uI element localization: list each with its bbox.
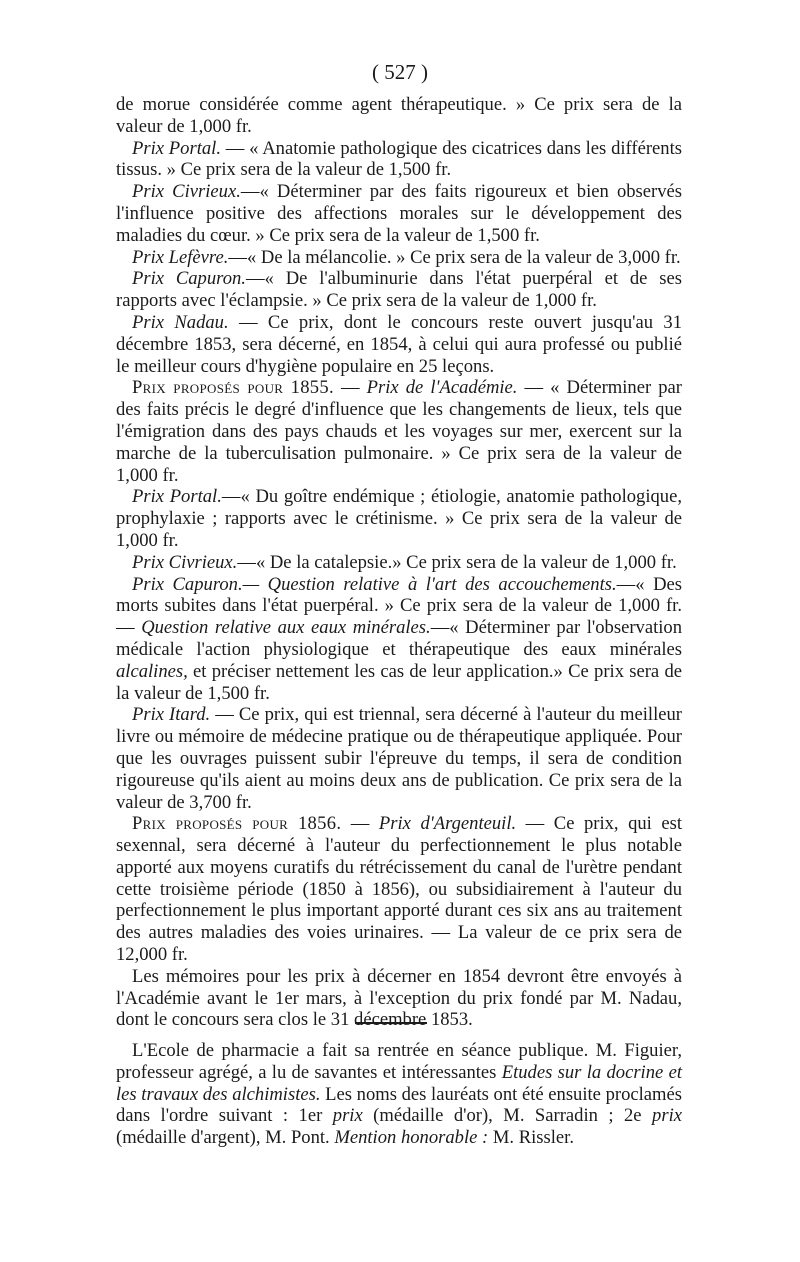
italic-text: Prix Nadau. — [132, 311, 229, 333]
italic-text: Prix Portal. — [132, 486, 222, 508]
page-number: ( 527 ) — [372, 60, 428, 84]
italic-text: Prix Portal. — [132, 137, 221, 159]
text-segment: — — [333, 377, 367, 399]
text-segment: (médaille d'argent), M. Pont. — [116, 1127, 335, 1149]
italic-text: Prix Civrieux. — [132, 551, 238, 573]
paragraph — [116, 574, 682, 705]
text-segment: L'Ecole de pharmacie a fait sa rentrée en séance publique. M. Figuier, professeur agrégé, a lu de savantes et intéressantes — [116, 1040, 682, 1083]
text-segment: Les noms des lauréats ont été ensuite proclamés dans l'ordre suivant : 1er — [116, 1083, 682, 1127]
text-segment: M. Rissler. — [488, 1127, 574, 1149]
pharmacy-paragraph — [116, 1040, 682, 1149]
text-segment: —« Des morts subites dans l'état puerpéral. » Ce prix sera de la valeur de 1,000 fr. — — [116, 573, 682, 639]
text-segment: —« De l'albuminurie dans l'état puerpéral et de ses rapports avec l'éclampsie. » Ce prix sera de la valeur de 1,000 fr. — [116, 268, 682, 312]
paragraph — [116, 486, 682, 551]
smallcaps-heading: Prix proposés pour 1855. — [132, 377, 334, 399]
text-segment: Les mémoires pour les prix à décerner en 1854 devront être envoyés à l'Académie avant le 1er mars, à l'exception du prix fondé par M. Nadau, dont le concours sera clos le 31 décembre 1853. — [116, 965, 682, 1031]
italic-text: Question relative aux eaux minérales. — [141, 617, 431, 639]
text-segment: et préciser nettement les cas de leur application.» Ce prix sera de la valeur de 1,500 fr. — [116, 660, 682, 704]
text-segment: —« Déterminer par des faits rigoureux et bien observés l'influence positive des affections morales sur le développement des maladies du cœur. » Ce prix sera de la valeur de 1,500 fr. — [116, 181, 682, 246]
paragraph — [116, 704, 682, 813]
italic-text: Prix Capuron.— Question relative à l'art des accouchements. — [132, 573, 617, 595]
text-segment: — Ce prix, qui est triennal, sera décerné à l'auteur du meilleur livre ou mémoire de médecine pratique ou de thérapeutique appliquée. Pour que les ouvrages puissent subir l'épreuve du temps, il sera de condition rigoureuse qu'ils aient au moins deux ans de publication. Ce prix sera de la valeur de 3,700 fr. — [116, 704, 682, 813]
text-segment: —« De la catalepsie.» Ce prix sera de la valeur de 1,000 fr. — [237, 551, 677, 573]
text-segment: — — [341, 813, 379, 835]
text-segment: de morue considérée comme agent thérapeutique. » Ce prix sera de la valeur de 1,000 fr. — [116, 94, 682, 137]
paragraph — [116, 377, 682, 486]
italic-text: Prix Capuron. — [132, 268, 246, 290]
text-segment: — Ce prix, dont le concours reste ouvert jusqu'au 31 décembre 1853, sera décerné, en 1854, à celui qui aura professé ou publié le meilleur cours d'hygiène populaire en 25 leçons. — [116, 311, 682, 377]
paragraph — [116, 312, 682, 377]
text-segment: — Ce prix, qui est sexennal, sera décerné à l'auteur du perfectionnement le plus notable apporté aux moyens curatifs du rétrécissement du canal de l'urètre pendant cette troisième période (1850 à 1856), ou subsidiairement à l'auteur du perfectionnement le plus important apporté durant ces six ans au traitement des autres maladies des voies urinaires. — La valeur de ce prix sera de 12,000 fr. — [116, 813, 682, 966]
italic-text: Prix Civrieux. — [132, 181, 241, 203]
paragraph — [116, 94, 682, 138]
paragraph — [116, 181, 682, 246]
text-segment: —« Du goître endémique ; étiologie, anatomie pathologique, prophylaxie ; rapports avec le crétinisme. » Ce prix sera de la valeur de 1,000 fr. — [116, 486, 682, 551]
smallcaps-heading: Prix proposés pour 1856. — [132, 813, 342, 835]
text-segment: — « Anatomie pathologique des cicatrices dans les différents tissus. » Ce prix sera de la valeur de 1,500 fr. — [116, 137, 682, 181]
italic-text: Prix Lefèvre. — [132, 246, 229, 268]
italic-text: Mention honorable : — [334, 1127, 489, 1149]
text-segment: —« Déterminer par l'observation médicale l'action physiologique et thérapeutique des eaux minérales — [116, 617, 682, 660]
italic-text: Prix de l'Académie. — [366, 377, 518, 399]
italic-text: Prix Itard. — [132, 704, 211, 726]
italic-text: Etudes sur la docrine et les travaux des alchimistes. — [116, 1061, 682, 1105]
text-segment: —« De la mélancolie. » Ce prix sera de la valeur de 3,000 fr. — [228, 246, 681, 268]
italic-text: prix — [332, 1105, 363, 1127]
italic-text: alcalines, — [116, 660, 188, 682]
paragraph — [116, 813, 682, 966]
text-segment: — « Déterminer par des faits précis le degré d'influence que les changements de lieux, tels que l'émigration dans des pays chauds et les voyages sur mer, exercent sur la marche de la tuberculisation pulmonaire. » Ce prix sera de la valeur de 1,000 fr. — [116, 377, 682, 486]
paragraph — [116, 247, 682, 269]
paragraph — [116, 138, 682, 182]
paragraph — [116, 1040, 682, 1149]
section-rule — [355, 1022, 427, 1024]
paragraph — [116, 552, 682, 574]
text-segment: (médaille d'or), M. Sarradin ; 2e — [362, 1105, 653, 1127]
body-text — [116, 94, 682, 1031]
italic-text: prix — [652, 1105, 682, 1127]
paragraph — [116, 268, 682, 312]
italic-text: Prix d'Argenteuil. — [378, 813, 517, 835]
